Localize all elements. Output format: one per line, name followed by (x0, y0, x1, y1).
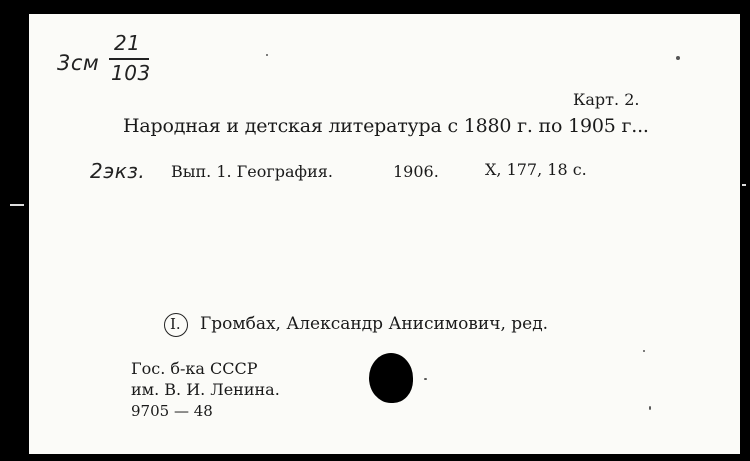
shelfmark-numerator: 21 (114, 31, 141, 55)
dust-speck (424, 378, 427, 380)
dust-speck (643, 350, 645, 352)
entry-number: I. (170, 315, 181, 333)
scan-edge-mark (10, 204, 24, 206)
card-title: Народная и детская литература с 1880 г. по 1905 г... (123, 115, 649, 137)
shelfmark-fraction-line (109, 58, 149, 60)
scan-edge-mark (742, 184, 746, 186)
dust-speck (676, 56, 680, 60)
catalog-card (29, 14, 740, 454)
shelfmark-prefix: 3см (57, 51, 100, 75)
copies-count: 2экз. (90, 159, 146, 183)
pagination: X, 177, 18 с. (485, 160, 587, 179)
publication-year: 1906. (393, 162, 439, 181)
dust-speck (649, 406, 651, 410)
stamp-line-2: им. В. И. Ленина. (131, 380, 280, 399)
stamp-line-1: Гос. б-ка СССР (131, 359, 258, 378)
shelfmark-denominator: 103 (111, 61, 151, 85)
punch-hole (369, 353, 413, 403)
card-number: Карт. 2. (573, 90, 640, 109)
volume-info: Вып. 1. География. (171, 162, 333, 181)
dust-speck (266, 54, 268, 56)
stamp-line-3: 9705 — 48 (131, 402, 213, 420)
added-entry-text: Громбах, Александр Анисимович, ред. (200, 314, 549, 334)
